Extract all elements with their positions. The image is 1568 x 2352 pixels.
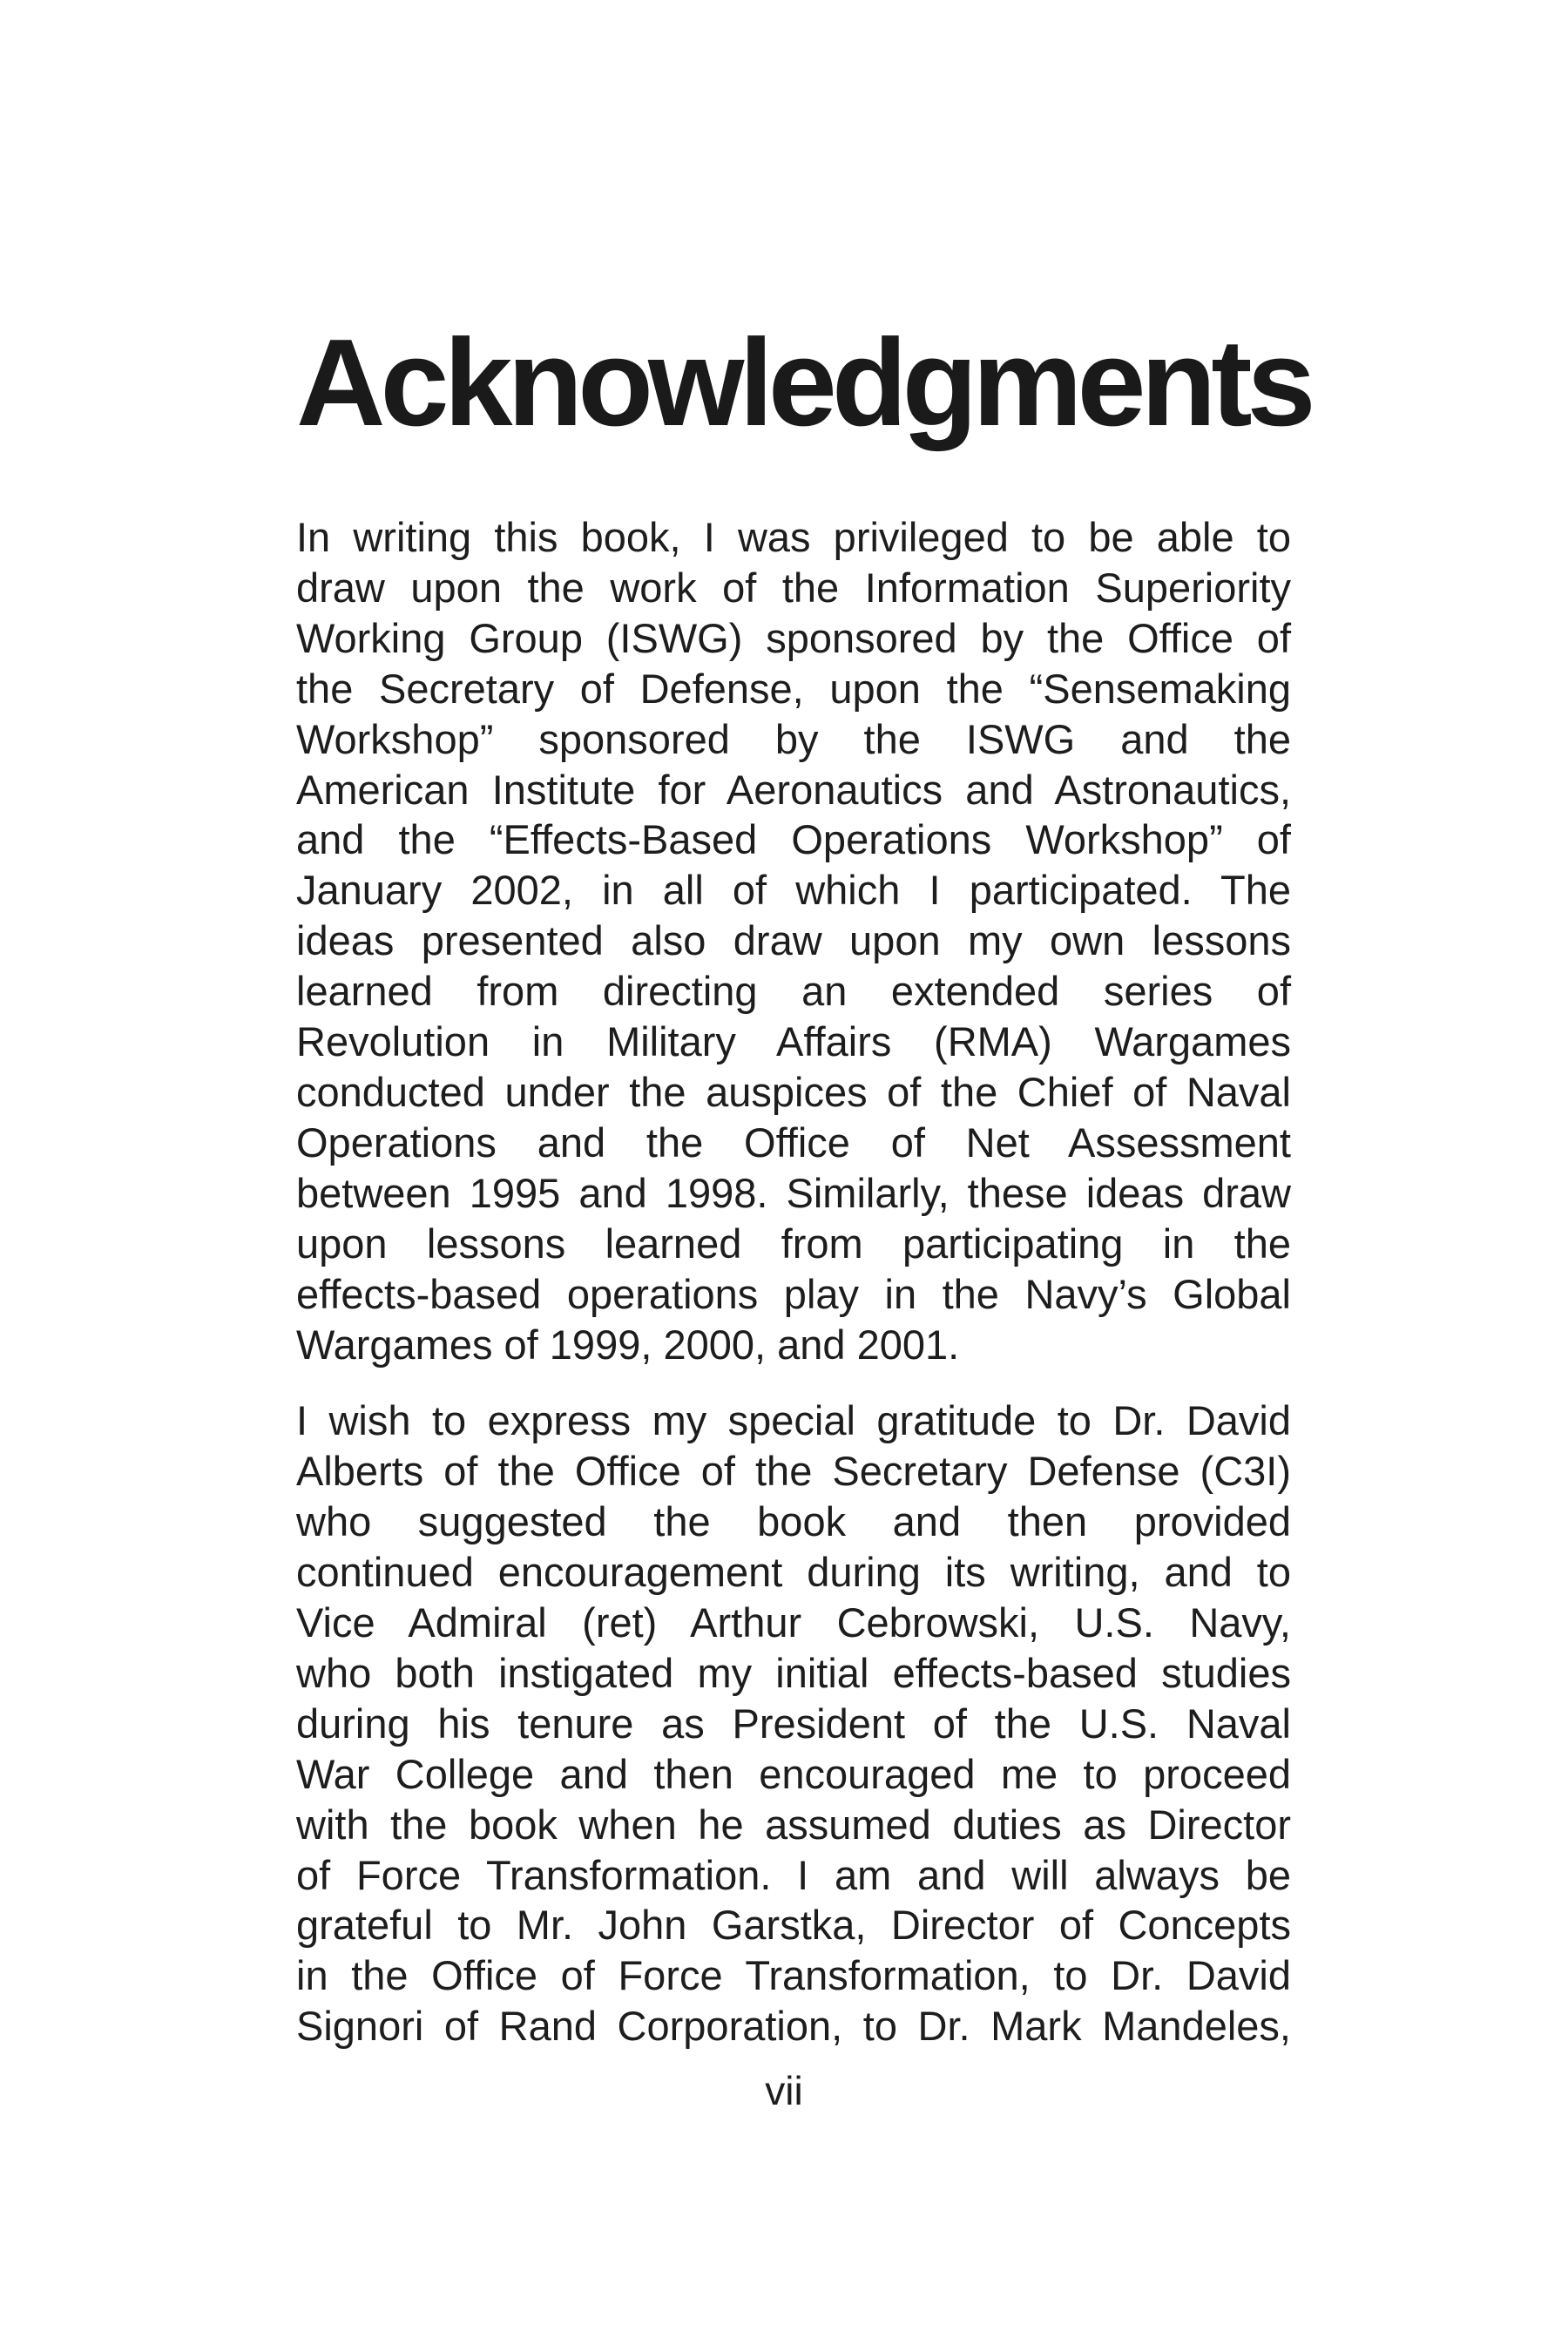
text-line: Vice Admiral (ret) Arthur Cebrowski, U.S. Navy,	[296, 1599, 1291, 1646]
text-line: and the “Effects-Based Operations Workshop” of	[296, 816, 1291, 863]
text-line: of Force Transformation. I am and will always be	[296, 1851, 1291, 1898]
page-title: Acknowledgments	[296, 314, 1311, 452]
text-line: Working Group (ISWG) sponsored by the Office of	[296, 614, 1291, 661]
text-line: in the Office of Force Transformation, to Dr. David	[296, 1952, 1291, 1999]
text-line: January 2002, in all of which I participated. The	[296, 867, 1291, 914]
text-line: draw upon the work of the Information Superiority	[296, 564, 1291, 611]
paragraph-1	[296, 512, 1291, 1369]
text-line: the Secretary of Defense, upon the “Sensemaking	[296, 665, 1291, 712]
text-line: War College and then encouraged me to proceed	[296, 1750, 1291, 1797]
text-line: Revolution in Military Affairs (RMA) Wargames	[296, 1018, 1291, 1065]
paragraph-2	[296, 1396, 1291, 2051]
text-line: with the book when he assumed duties as Director	[296, 1801, 1291, 1848]
text-line: In writing this book, I was privileged to be able to	[296, 514, 1291, 560]
text-line: between 1995 and 1998. Similarly, these ideas draw	[296, 1169, 1291, 1216]
text-line: Wargames of 1999, 2000, and 2001.	[296, 1321, 960, 1368]
text-line: who suggested the book and then provided	[296, 1498, 1291, 1545]
page-number: vii	[765, 2068, 803, 2113]
body-text	[296, 512, 1291, 2051]
text-line: effects-based operations play in the Navy’s Global	[296, 1270, 1291, 1317]
text-line: I wish to express my special gratitude to Dr. David	[296, 1397, 1291, 1444]
text-line: American Institute for Aeronautics and Astronautics,	[296, 766, 1291, 813]
text-line: Operations and the Office of Net Assessment	[296, 1119, 1291, 1166]
text-line: Workshop” sponsored by the ISWG and the	[296, 715, 1291, 762]
text-line: grateful to Mr. John Garstka, Director of Concepts	[296, 1902, 1291, 1949]
text-line: upon lessons learned from participating in the	[296, 1220, 1291, 1267]
text-line: conducted under the auspices of the Chief of Naval	[296, 1068, 1291, 1115]
text-line: Signori of Rand Corporation, to Dr. Mark Mandeles,	[296, 2003, 1291, 2050]
text-line: Alberts of the Office of the Secretary Defense (C3I)	[296, 1448, 1291, 1495]
text-line: during his tenure as President of the U.S. Naval	[296, 1700, 1291, 1747]
text-line: who both instigated my initial effects-based studies	[296, 1649, 1291, 1696]
text-line: continued encouragement during its writing, and to	[296, 1549, 1291, 1596]
text-line: ideas presented also draw upon my own lessons	[296, 917, 1291, 964]
text-line: learned from directing an extended series of	[296, 968, 1291, 1015]
